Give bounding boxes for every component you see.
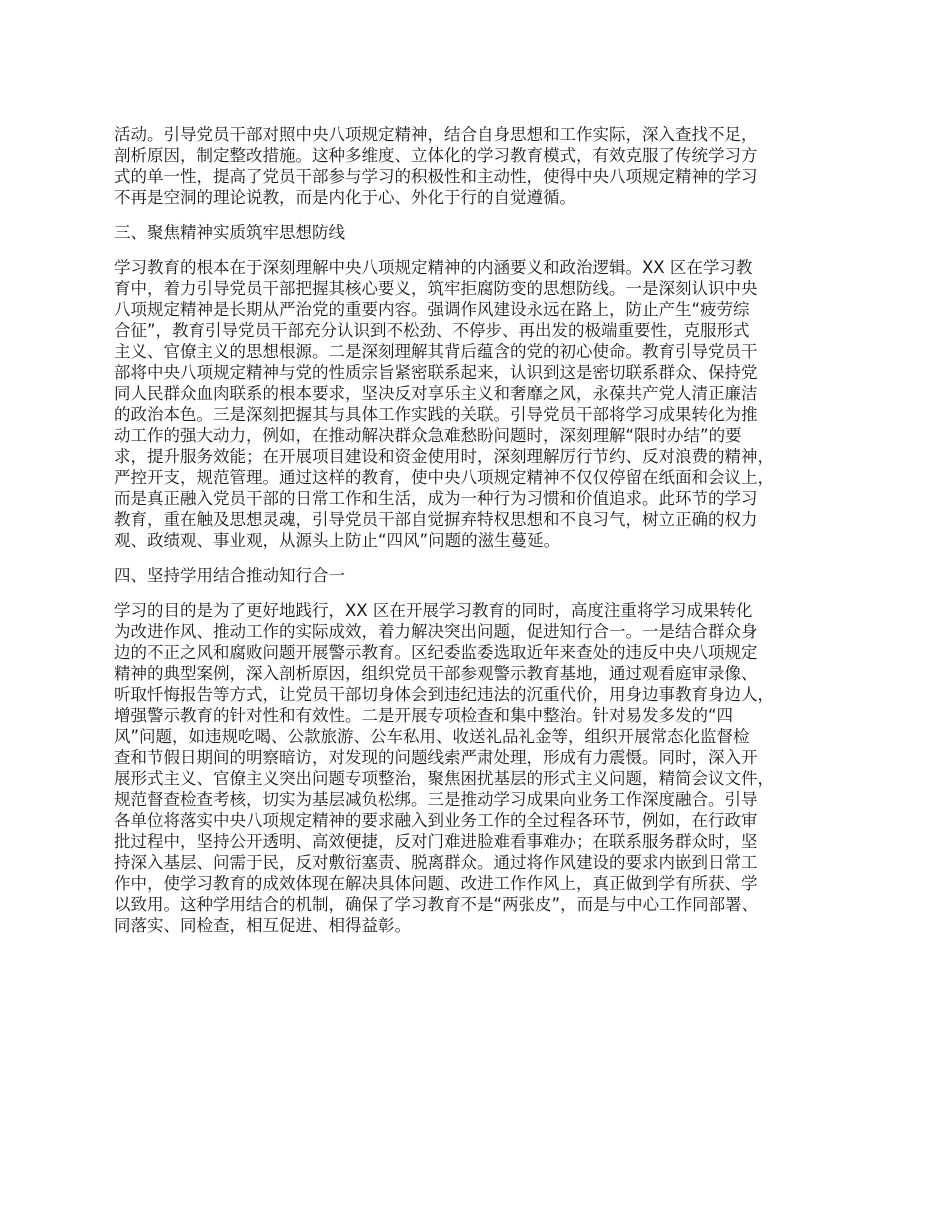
paragraph-learning-application: 学习的目的是为了更好地践行，XX 区在开展学习教育的同时，高度注重将学习成果转化 为改进作风、推动工作的实际成效，着力解决突出问题，促进知行合一。一是结合群众身 边的不正之风和腐败问题开展警示教育。区纪委监委选取近年来查处的违反中央八项规定 精神的典型案例，深入剖析原因，组织党员干部参观警示教育基地，通过观看庭审录像、 听取忏悔报告等方式，让党员干部切身体会到违纪违法的沉重代价，用身边事教育身边人， 增强警示教育的针对性和有效性。二是开展专项检查和集中整治。针对易发多发的“四 风”问题，如违规吃喝、公款旅游、公车私用、收送礼品礼金等，组织开展常态化监督检 查和节假日期间的明察暗访，对发现的问题线索严肃处理，形成有力震慑。同时，深入开 展形式主义、官僚主义突出问题专项整治，聚焦困扰基层的形式主义问题，精简会议文件， 规范督查检查考核，切实为基层减负松绑。三是推动学习成果向业务工作深度融合。引导 各单位将落实中央八项规定精神的要求融入到业务工作的全过程各环节，例如，在行政审 批过程中，坚持公开透明、高效便捷，反对门难进脸难看事难办；在联系服务群众时，坚 持深入基层、问需于民，反对敷衍塞责、脱离群众。通过将作风建设的要求内嵌到日常工 作中，使学习教育的成效体现在解决具体问题、改进工作作风上，真正做到学有所获、学 以致用。这种学用结合的机制，确保了学习教育不是“两张皮”，而是与中心工作同部署、 同落实、同检查，相互促进、相得益彰。	[114, 601, 774, 935]
paragraph-spiritual-essence: 学习教育的根本在于深刻理解中央八项规定精神的内涵要义和政治逻辑。XX 区在学习教 育中，着力引导党员干部把握其核心要义，筑牢拒腐防变的思想防线。一是深刻认识中央 八项规定精神是长期从严治党的重要内容。强调作风建设永远在路上，防止产生“疲劳综 合征”，教育引导党员干部充分认识到不松劲、不停步、再出发的极端重要性，克服形式 主义、官僚主义的思想根源。二是深刻理解其背后蕴含的党的初心使命。教育引导党员干 部将中央八项规定精神与党的性质宗旨紧密联系起来，认识到这是密切联系群众、保持党 同人民群众血肉联系的根本要求，坚决反对享乐主义和奢靡之风，永葆共产党人清正廉洁 的政治本色。三是深刻把握其与具体工作实践的关联。引导党员干部将学习成果转化为推 动工作的强大动力，例如，在推动解决群众急难愁盼问题时，深刻理解“限时办结”的要 求，提升服务效能；在开展项目建设和资金使用时，深刻理解厉行节约、反对浪费的精神， 严控开支，规范管理。通过这样的教育，使中央八项规定精神不仅仅停留在纸面和会议上， 而是真正融入党员干部的日常工作和生活，成为一种行为习惯和价值追求。此环节的学习 教育，重在触及思想灵魂，引导党员干部自觉摒弃特权思想和不良习气，树立正确的权力 观、政绩观、事业观，从源头上防止“四风”问题的滋生蔓延。	[114, 258, 774, 550]
paragraph-study-activities: 活动。引导党员干部对照中央八项规定精神，结合自身思想和工作实际，深入查找不足， 剖析原因，制定整改措施。这种多维度、立体化的学习教育模式，有效克服了传统学习方 式的单一性，提高了党员干部参与学习的积极性和主动性，使得中央八项规定精神的学习 不再是空洞的理论说教，而是内化于心、外化于行的自觉遵循。	[114, 125, 758, 207]
section-heading-3: 三、聚焦精神实质筑牢思想防线	[114, 223, 345, 242]
section-heading-4: 四、坚持学用结合推动知行合一	[114, 566, 345, 585]
document-page	[114, 124, 858, 950]
